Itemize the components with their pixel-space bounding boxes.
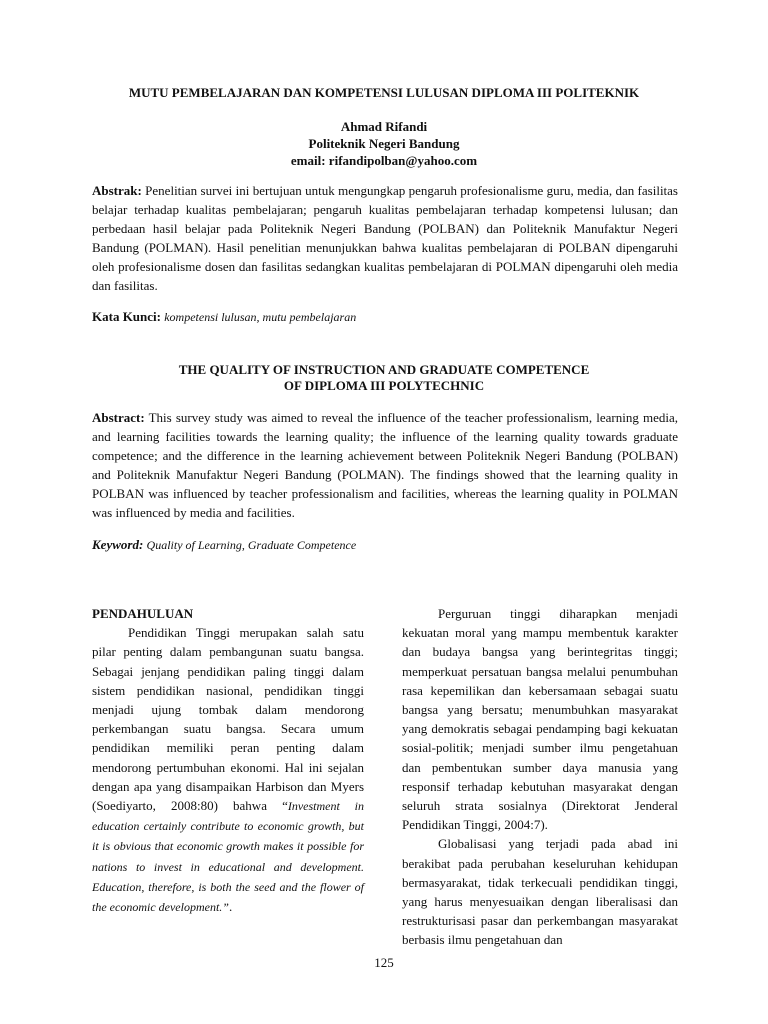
body-column-left bbox=[92, 604, 364, 917]
abstract-indonesian-text: Penelitian survei ini bertujuan untuk mengungkap pengaruh profesionalisme guru, media, dan fasilitas belajar terhadap kualitas pembelajaran; pengaruh kualitas pembelajaran terhadap kompetensi lulusan; dan perbedaan hasil belajar pada Politeknik Negeri Bandung (POLBAN) dan Politeknik Manufaktur Negeri Bandung (POLMAN). Hasil penelitian menunjukkan bahwa kualitas pembelajaran di POLBAN dipengaruhi oleh profesionalisme dosen dan fasilitas sedangkan kualitas pembelajaran di POLMAN dipengaruhi oleh media dan fasilitas. bbox=[92, 183, 678, 293]
author-email: email: rifandipolban@yahoo.com bbox=[290, 153, 478, 168]
abstract-indonesian bbox=[92, 181, 678, 295]
abstract-english-text: This survey study was aimed to reveal the influence of the teacher professionalism, learning media, and learning facilities towards the learning quality; the influence of the learning quality towards graduate competence; and the difference in the learning achievement between Politeknik Negeri Bandung (POLBAN) and Politeknik Manufaktur Negeri Bandung (POLMAN). The findings showed that the learning quality in POLBAN was influenced by teacher professionalism and facilities, whereas the learning quality in POLMAN was influenced by media and facilities. bbox=[92, 410, 678, 520]
body-paragraph: Perguruan tinggi diharapkan menjadi kekuatan moral yang mampu membentuk karakter dan budaya bangsa yang berintegritas tinggi; memperkuat persatuan bangsa melalui penumbuhan rasa kepemilikan dan kebersamaan sebagai suatu bangsa yang bersatu; menumbuhkan masyarakat yang demokratis sebagai pendamping bagi kekuatan sosial-politik; menjadi sumber ilmu pengetahuan dan pembentukan sumber daya manusia yang responsif terhadap kebutuhan masyarakat dengan seluruh strata sosialnya (Direktorat Jenderal Pendidikan Tinggi, 2004:7). bbox=[402, 606, 678, 833]
keywords-indonesian bbox=[92, 309, 356, 325]
paper-title-english bbox=[80, 362, 688, 394]
paper-title-indonesian: MUTU PEMBELAJARAN DAN KOMPETENSI LULUSAN DIPLOMA III POLITEKNIK bbox=[128, 85, 640, 100]
keywords-english-label: Keyword: bbox=[92, 537, 144, 552]
paper-title-english-line2: OF DIPLOMA III POLYTECHNIC bbox=[283, 378, 485, 393]
abstract-english bbox=[92, 408, 678, 522]
body-column-right bbox=[402, 604, 678, 950]
quote-text: Investment in education certainly contribute to economic growth, but it is obvious that economic growth makes it possible for nations to invest in educational and development. Education, therefore, is both the seed and the flower of the economic development.” bbox=[92, 799, 365, 915]
author-affiliation: Politeknik Negeri Bandung bbox=[308, 136, 460, 151]
author-block bbox=[80, 118, 688, 169]
author-name: Ahmad Rifandi bbox=[340, 119, 428, 134]
abstract-indonesian-label: Abstrak: bbox=[92, 183, 142, 198]
paper-title-english-line1: THE QUALITY OF INSTRUCTION AND GRADUATE COMPETENCE bbox=[178, 362, 590, 377]
keywords-english-text: Quality of Learning, Graduate Competence bbox=[146, 538, 357, 552]
body-paragraph-text: Pendidikan Tinggi merupakan salah satu pilar penting dalam pembangunan suatu bangsa. Sebagai jenjang pendidikan paling tinggi dalam sistem pendidikan nasional, pendidikan tinggi menjadi ujung tombak dalam mendorong perkembangan suatu bangsa. Secara umum pendidikan memiliki peran penting dalam mendorong pertumbuhan ekonomi. Hal ini sejalan dengan apa yang disampaikan Harbison dan Myers (Soediyarto, 2008:80) bahwa “ bbox=[92, 625, 364, 814]
keywords-indonesian-text: kompetensi lulusan, mutu pembelajaran bbox=[164, 310, 357, 324]
body-paragraph: Globalisasi yang terjadi pada abad ini berakibat pada perubahan keseluruhan kehidupan bermasyarakat, tidak terkecuali pendidikan tinggi, yang harus menyesuaikan dengan liberalisasi dan restrukturisasi pasar dan perkembangan masyarakat berbasis ilmu pengetahuan dan bbox=[402, 836, 678, 948]
quote-end: . bbox=[228, 899, 233, 915]
keywords-english bbox=[92, 537, 356, 553]
section-heading: PENDAHULUAN bbox=[92, 606, 194, 621]
body-paragraph bbox=[92, 623, 364, 917]
keywords-indonesian-label: Kata Kunci: bbox=[92, 309, 161, 324]
abstract-english-label: Abstract: bbox=[92, 410, 145, 425]
page-number: 125 bbox=[374, 955, 394, 970]
